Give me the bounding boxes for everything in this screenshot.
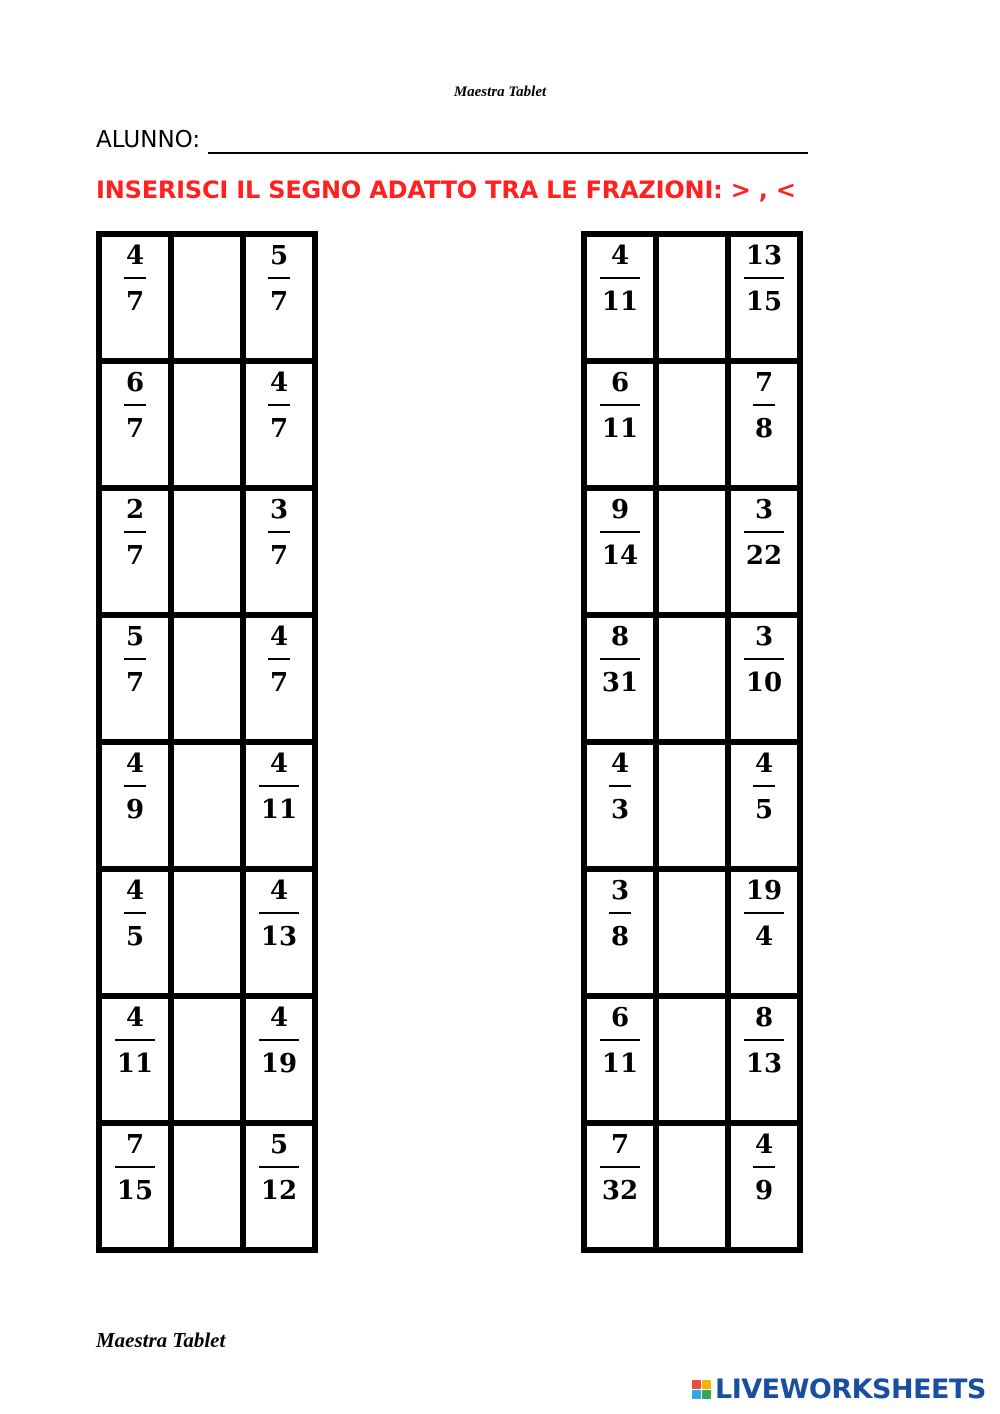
fraction-cell-left — [584, 488, 656, 615]
fraction-cell-right — [728, 234, 800, 361]
fraction-cell-left — [99, 488, 171, 615]
fraction-bar — [268, 404, 290, 406]
footer-brand: Maestra Tablet — [96, 1328, 226, 1352]
fraction — [259, 751, 299, 823]
fraction-denominator: 5 — [754, 795, 774, 825]
sign-cell — [171, 1123, 243, 1250]
fraction-numerator: 4 — [125, 876, 145, 906]
fraction-bar — [268, 531, 290, 533]
fraction — [600, 370, 640, 442]
comparison-sign-input[interactable] — [660, 521, 724, 583]
fraction-numerator: 4 — [610, 241, 630, 271]
right-fraction-table — [581, 231, 803, 1253]
fraction-numerator: 4 — [610, 749, 630, 779]
comparison-row — [584, 615, 800, 742]
fraction — [259, 1132, 299, 1204]
fraction-cell-right — [243, 742, 315, 869]
fraction-numerator: 3 — [754, 495, 774, 525]
sign-cell — [656, 234, 728, 361]
fraction-cell-left — [99, 869, 171, 996]
fraction-cell-right — [243, 996, 315, 1123]
fraction-numerator: 3 — [269, 495, 289, 525]
sign-cell — [656, 742, 728, 869]
fraction-bar — [600, 404, 640, 406]
comparison-sign-input[interactable] — [660, 775, 724, 837]
fraction-bar — [744, 912, 784, 914]
comparison-row — [99, 488, 315, 615]
fraction-denominator: 7 — [269, 541, 289, 571]
sign-cell — [656, 361, 728, 488]
fraction-bar — [259, 1039, 299, 1041]
fraction-numerator: 2 — [125, 495, 145, 525]
fraction — [115, 1005, 155, 1077]
fraction-denominator: 7 — [125, 541, 145, 571]
fraction-bar — [753, 785, 775, 787]
fraction-numerator: 13 — [745, 241, 783, 271]
fraction-cell-left — [99, 996, 171, 1123]
fraction-cell-right — [243, 869, 315, 996]
fraction-cell-left — [584, 742, 656, 869]
fraction-cell-right — [243, 488, 315, 615]
fraction-bar — [259, 912, 299, 914]
student-name-label: ALUNNO: — [96, 127, 201, 153]
fraction-denominator: 11 — [260, 795, 298, 825]
fraction-cell-right — [728, 488, 800, 615]
fraction-bar — [744, 277, 784, 279]
fraction-denominator: 7 — [269, 668, 289, 698]
fraction-bar — [609, 785, 631, 787]
sign-cell — [171, 361, 243, 488]
fraction-numerator: 4 — [269, 876, 289, 906]
fraction — [259, 878, 299, 950]
fraction-bar — [259, 1166, 299, 1168]
fraction-cell-left — [99, 742, 171, 869]
fraction — [609, 878, 631, 950]
fraction-numerator: 4 — [269, 1003, 289, 1033]
student-name-input[interactable] — [208, 126, 808, 154]
fraction — [268, 370, 290, 442]
sign-cell — [656, 996, 728, 1123]
fraction — [268, 243, 290, 315]
fraction-bar — [744, 658, 784, 660]
comparison-row — [584, 1123, 800, 1250]
fraction-numerator: 3 — [754, 622, 774, 652]
fraction — [600, 624, 640, 696]
fraction-denominator: 4 — [754, 922, 774, 952]
comparison-sign-input[interactable] — [660, 1156, 724, 1218]
comparison-row — [99, 361, 315, 488]
fraction-numerator: 5 — [269, 241, 289, 271]
comparison-sign-input[interactable] — [660, 902, 724, 964]
fraction-cell-right — [728, 869, 800, 996]
sign-cell — [171, 615, 243, 742]
fraction-denominator: 11 — [601, 287, 639, 317]
fraction-cell-right — [728, 615, 800, 742]
fraction-denominator: 11 — [601, 1049, 639, 1079]
fraction-denominator: 12 — [260, 1176, 298, 1206]
fraction — [753, 1132, 775, 1204]
liveworksheets-logo[interactable] — [692, 1374, 986, 1405]
fraction-numerator: 5 — [125, 622, 145, 652]
comparison-row — [584, 869, 800, 996]
fraction-cell-left — [99, 1123, 171, 1250]
liveworksheets-logo-icon — [692, 1380, 711, 1399]
comparison-row — [584, 234, 800, 361]
fraction-bar — [259, 785, 299, 787]
comparison-row — [99, 869, 315, 996]
fraction — [268, 497, 290, 569]
fraction-cell-right — [728, 1123, 800, 1250]
fraction — [259, 1005, 299, 1077]
fraction-denominator: 3 — [610, 795, 630, 825]
fraction-numerator: 4 — [269, 749, 289, 779]
fraction-denominator: 15 — [116, 1176, 154, 1206]
fraction-denominator: 13 — [745, 1049, 783, 1079]
fraction — [744, 1005, 784, 1077]
fraction — [124, 624, 146, 696]
fraction — [124, 751, 146, 823]
fraction — [124, 370, 146, 442]
fraction-numerator: 4 — [125, 1003, 145, 1033]
fraction-bar — [115, 1039, 155, 1041]
fraction-numerator: 8 — [754, 1003, 774, 1033]
fraction-numerator: 8 — [610, 622, 630, 652]
fraction-bar — [115, 1166, 155, 1168]
sign-cell — [171, 996, 243, 1123]
fraction-cell-right — [243, 234, 315, 361]
comparison-row — [99, 742, 315, 869]
comparison-row — [99, 234, 315, 361]
liveworksheets-logo-text: LIVEWORKSHEETS — [715, 1374, 986, 1405]
fraction-cell-right — [728, 996, 800, 1123]
fraction-denominator: 32 — [601, 1176, 639, 1206]
sign-cell — [656, 1123, 728, 1250]
comparison-row — [99, 1123, 315, 1250]
fraction — [600, 1005, 640, 1077]
fraction — [600, 243, 640, 315]
fraction-bar — [124, 404, 146, 406]
fraction-denominator: 14 — [601, 541, 639, 571]
comparison-row — [584, 996, 800, 1123]
fraction-numerator: 4 — [125, 749, 145, 779]
comparison-sign-input[interactable] — [175, 902, 239, 964]
fraction-cell-left — [99, 361, 171, 488]
fraction — [753, 370, 775, 442]
fraction-bar — [600, 1166, 640, 1168]
comparison-sign-input[interactable] — [175, 648, 239, 710]
fraction-denominator: 31 — [601, 668, 639, 698]
fraction — [744, 878, 784, 950]
fraction-denominator: 7 — [125, 668, 145, 698]
comparison-row — [584, 742, 800, 869]
fraction-bar — [600, 1039, 640, 1041]
fraction-numerator: 6 — [125, 368, 145, 398]
fraction-bar — [753, 404, 775, 406]
comparison-sign-input[interactable] — [175, 775, 239, 837]
fraction — [124, 243, 146, 315]
fraction — [124, 497, 146, 569]
fraction-numerator: 4 — [125, 241, 145, 271]
fraction-bar — [600, 658, 640, 660]
fraction-denominator: 7 — [125, 414, 145, 444]
comparison-row — [99, 996, 315, 1123]
fraction-cell-right — [728, 361, 800, 488]
fraction-bar — [124, 785, 146, 787]
comparison-sign-input[interactable] — [175, 1156, 239, 1218]
instruction-text: INSERISCI IL SEGNO ADATTO TRA LE FRAZIONI: > , < — [96, 176, 796, 204]
fraction-cell-right — [243, 1123, 315, 1250]
fraction-numerator: 4 — [754, 1130, 774, 1160]
fraction — [753, 751, 775, 823]
fraction-denominator: 10 — [745, 668, 783, 698]
comparison-sign-input[interactable] — [175, 394, 239, 456]
sign-cell — [171, 869, 243, 996]
left-fraction-table — [96, 231, 318, 1253]
fraction-numerator: 7 — [610, 1130, 630, 1160]
sign-cell — [171, 742, 243, 869]
fraction-cell-left — [584, 996, 656, 1123]
fraction-denominator: 19 — [260, 1049, 298, 1079]
fraction-cell-right — [728, 742, 800, 869]
fraction-bar — [753, 1166, 775, 1168]
fraction-numerator: 3 — [610, 876, 630, 906]
comparison-sign-input[interactable] — [660, 394, 724, 456]
comparison-sign-input[interactable] — [175, 521, 239, 583]
fraction-cell-left — [99, 615, 171, 742]
fraction-cell-left — [584, 1123, 656, 1250]
comparison-sign-input[interactable] — [175, 1029, 239, 1091]
sign-cell — [171, 488, 243, 615]
fraction — [600, 1132, 640, 1204]
comparison-row — [584, 361, 800, 488]
fraction — [744, 243, 784, 315]
fraction-denominator: 7 — [269, 414, 289, 444]
fraction-denominator: 9 — [754, 1176, 774, 1206]
fraction-denominator: 8 — [610, 922, 630, 952]
fraction-cell-left — [584, 234, 656, 361]
fraction — [115, 1132, 155, 1204]
fraction-numerator: 6 — [610, 1003, 630, 1033]
comparison-sign-input[interactable] — [660, 1029, 724, 1091]
fraction-bar — [124, 531, 146, 533]
fraction-denominator: 7 — [269, 287, 289, 317]
fraction — [744, 624, 784, 696]
comparison-row — [99, 615, 315, 742]
sign-cell — [656, 869, 728, 996]
comparison-sign-input[interactable] — [660, 267, 724, 329]
fraction — [268, 624, 290, 696]
sign-cell — [656, 488, 728, 615]
fraction-cell-right — [243, 615, 315, 742]
comparison-sign-input[interactable] — [660, 648, 724, 710]
fraction-denominator: 8 — [754, 414, 774, 444]
fraction-denominator: 11 — [601, 414, 639, 444]
fraction-bar — [744, 1039, 784, 1041]
fraction-numerator: 6 — [610, 368, 630, 398]
sign-cell — [656, 615, 728, 742]
fraction-bar — [268, 658, 290, 660]
fraction-cell-left — [584, 361, 656, 488]
fraction-numerator: 4 — [754, 749, 774, 779]
fraction-denominator: 7 — [125, 287, 145, 317]
fraction-denominator: 13 — [260, 922, 298, 952]
fraction — [609, 751, 631, 823]
fraction-numerator: 19 — [745, 876, 783, 906]
fraction-numerator: 7 — [125, 1130, 145, 1160]
fraction — [600, 497, 640, 569]
fraction-numerator: 7 — [754, 368, 774, 398]
fraction-denominator: 5 — [125, 922, 145, 952]
fraction-bar — [600, 277, 640, 279]
fraction-bar — [744, 531, 784, 533]
fraction-bar — [124, 658, 146, 660]
fraction-cell-right — [243, 361, 315, 488]
fraction-bar — [609, 912, 631, 914]
sign-cell — [171, 234, 243, 361]
comparison-row — [584, 488, 800, 615]
fraction-numerator: 4 — [269, 368, 289, 398]
fraction-denominator: 22 — [745, 541, 783, 571]
fraction-bar — [124, 277, 146, 279]
fraction-denominator: 9 — [125, 795, 145, 825]
fraction-cell-left — [99, 234, 171, 361]
fraction — [744, 497, 784, 569]
fraction-bar — [124, 912, 146, 914]
fraction-bar — [600, 531, 640, 533]
comparison-sign-input[interactable] — [175, 267, 239, 329]
fraction-denominator: 11 — [116, 1049, 154, 1079]
fraction-cell-left — [584, 615, 656, 742]
fraction-numerator: 4 — [269, 622, 289, 652]
fraction-numerator: 9 — [610, 495, 630, 525]
fraction-bar — [268, 277, 290, 279]
fraction-cell-left — [584, 869, 656, 996]
fraction — [124, 878, 146, 950]
fraction-numerator: 5 — [269, 1130, 289, 1160]
fraction-denominator: 15 — [745, 287, 783, 317]
student-name-row — [96, 122, 808, 154]
header-brand: Maestra Tablet — [453, 84, 547, 100]
